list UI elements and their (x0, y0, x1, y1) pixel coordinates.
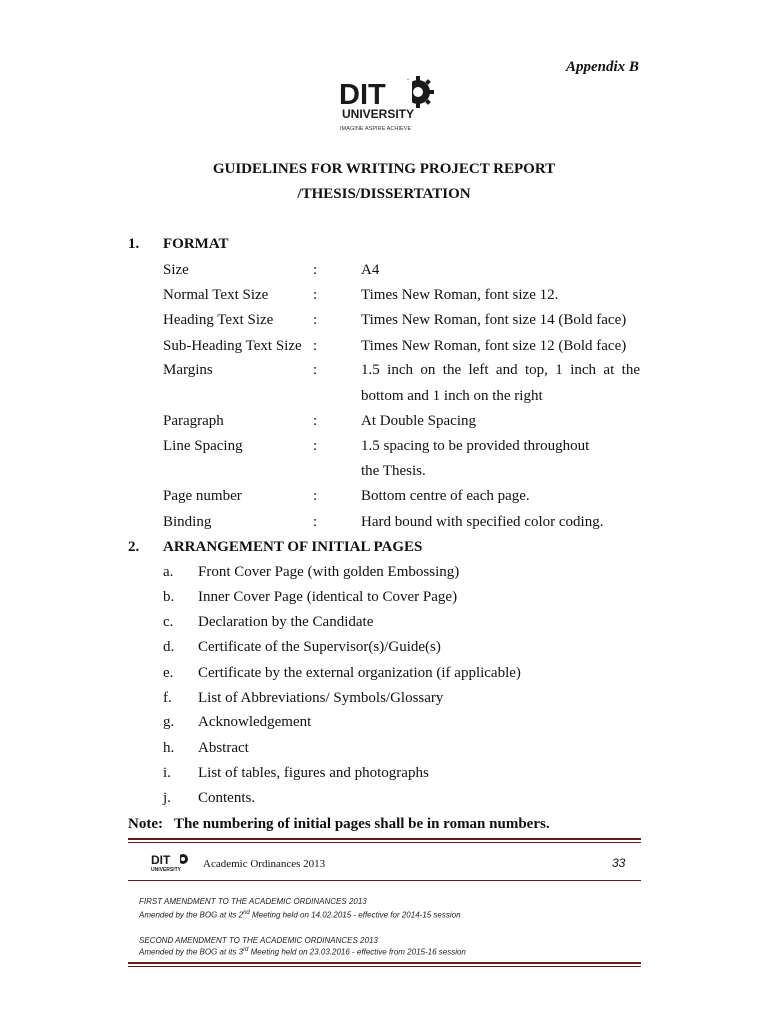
format-label: Size (163, 262, 189, 278)
list-item-letter: j. (163, 790, 171, 806)
list-item-letter: e. (163, 665, 174, 681)
list-item-letter: d. (163, 639, 175, 655)
dit-university-logo (336, 72, 436, 136)
svg-text:IMAGINE ASPIRE ACHIEVE: IMAGINE ASPIRE ACHIEVE (340, 126, 412, 132)
second-amendment-title: SECOND AMENDMENT TO THE ACADEMIC ORDINANCES 2013 (139, 936, 378, 945)
format-value: Times New Roman, font size 14 (Bold face) (361, 312, 627, 328)
footer-divider (128, 838, 641, 840)
format-colon: : (313, 413, 318, 429)
list-item-letter: f. (163, 690, 172, 706)
footer-ordinances: Academic Ordinances 2013 (203, 858, 326, 870)
dit-university-footer-logo (150, 852, 190, 874)
second-amendment-detail: Amended by the BOG at its 3rd Meeting held on 23.03.2016 - effective from 2015-16 session (139, 947, 466, 957)
format-colon: : (313, 338, 318, 354)
list-item: Acknowledgement (198, 714, 312, 730)
document-title-line-2: /THESIS/DISSERTATION (297, 186, 471, 202)
section-2-heading: ARRANGEMENT OF INITIAL PAGES (163, 539, 423, 555)
list-item: Contents. (198, 790, 256, 806)
list-item-letter: i. (163, 765, 171, 781)
footer-divider (128, 962, 641, 964)
svg-text:DIT: DIT (339, 79, 386, 111)
format-label: Page number (163, 488, 242, 504)
format-colon: : (313, 438, 318, 454)
format-colon: : (313, 262, 318, 278)
appendix-label: Appendix B (566, 59, 639, 75)
list-item: Inner Cover Page (identical to Cover Page) (198, 589, 458, 605)
format-label: Normal Text Size (163, 287, 269, 303)
footer-divider (128, 966, 641, 967)
format-label: Margins (163, 362, 213, 378)
footer-divider (128, 842, 641, 843)
svg-text:DIT: DIT (151, 853, 171, 867)
format-label: Paragraph (163, 413, 224, 429)
list-item: Certificate of the Supervisor(s)/Guide(s) (198, 639, 441, 655)
format-value: Times New Roman, font size 12 (Bold face) (361, 338, 627, 354)
first-amendment-title: FIRST AMENDMENT TO THE ACADEMIC ORDINANCES 2013 (139, 897, 367, 906)
format-colon: : (313, 287, 318, 303)
format-label: Heading Text Size (163, 312, 274, 328)
format-value: 1.5 inch on the left and top, 1 inch at the (361, 362, 640, 378)
list-item: Abstract (198, 740, 249, 756)
list-item: List of Abbreviations/ Symbols/Glossary (198, 690, 444, 706)
format-colon: : (313, 488, 318, 504)
list-item-letter: g. (163, 714, 175, 730)
format-value: Hard bound with specified color coding. (361, 514, 604, 530)
format-label: Line Spacing (163, 438, 243, 454)
section-1-heading: FORMAT (163, 236, 229, 252)
list-item: List of tables, figures and photographs (198, 765, 429, 781)
format-value: 1.5 spacing to be provided throughout (361, 438, 590, 454)
section-1-number: 1. (128, 236, 140, 252)
format-colon: : (313, 362, 318, 378)
svg-text:UNIVERSITY: UNIVERSITY (151, 867, 182, 873)
format-value: At Double Spacing (361, 413, 476, 429)
section-2-number: 2. (128, 539, 140, 555)
format-colon: : (313, 312, 318, 328)
page-number: 33 (612, 856, 626, 870)
format-value: Bottom centre of each page. (361, 488, 530, 504)
list-item-letter: b. (163, 589, 175, 605)
document-title-line-1: GUIDELINES FOR WRITING PROJECT REPORT (212, 161, 556, 177)
list-item: Front Cover Page (with golden Embossing) (198, 564, 460, 580)
format-value-continued: bottom and 1 inch on the right (361, 388, 543, 404)
format-colon: : (313, 514, 318, 530)
list-item-letter: a. (163, 564, 174, 580)
format-value-continued: the Thesis. (361, 463, 426, 479)
format-value: A4 (361, 262, 380, 278)
format-value: Times New Roman, font size 12. (361, 287, 559, 303)
format-label: Binding (163, 514, 212, 530)
note-text: Note: The numbering of initial pages shall be in roman numbers. (128, 816, 550, 832)
footer-divider (128, 880, 641, 881)
format-label: Sub-Heading Text Size (163, 338, 302, 354)
list-item: Declaration by the Candidate (198, 614, 374, 630)
list-item-letter: c. (163, 614, 174, 630)
svg-text:UNIVERSITY: UNIVERSITY (342, 107, 415, 121)
list-item-letter: h. (163, 740, 175, 756)
first-amendment-detail: Amended by the BOG at its 2nd Meeting held on 14.02.2015 - effective for 2014-15 session (139, 910, 461, 920)
list-item: Certificate by the external organization (if applicable) (198, 665, 521, 681)
